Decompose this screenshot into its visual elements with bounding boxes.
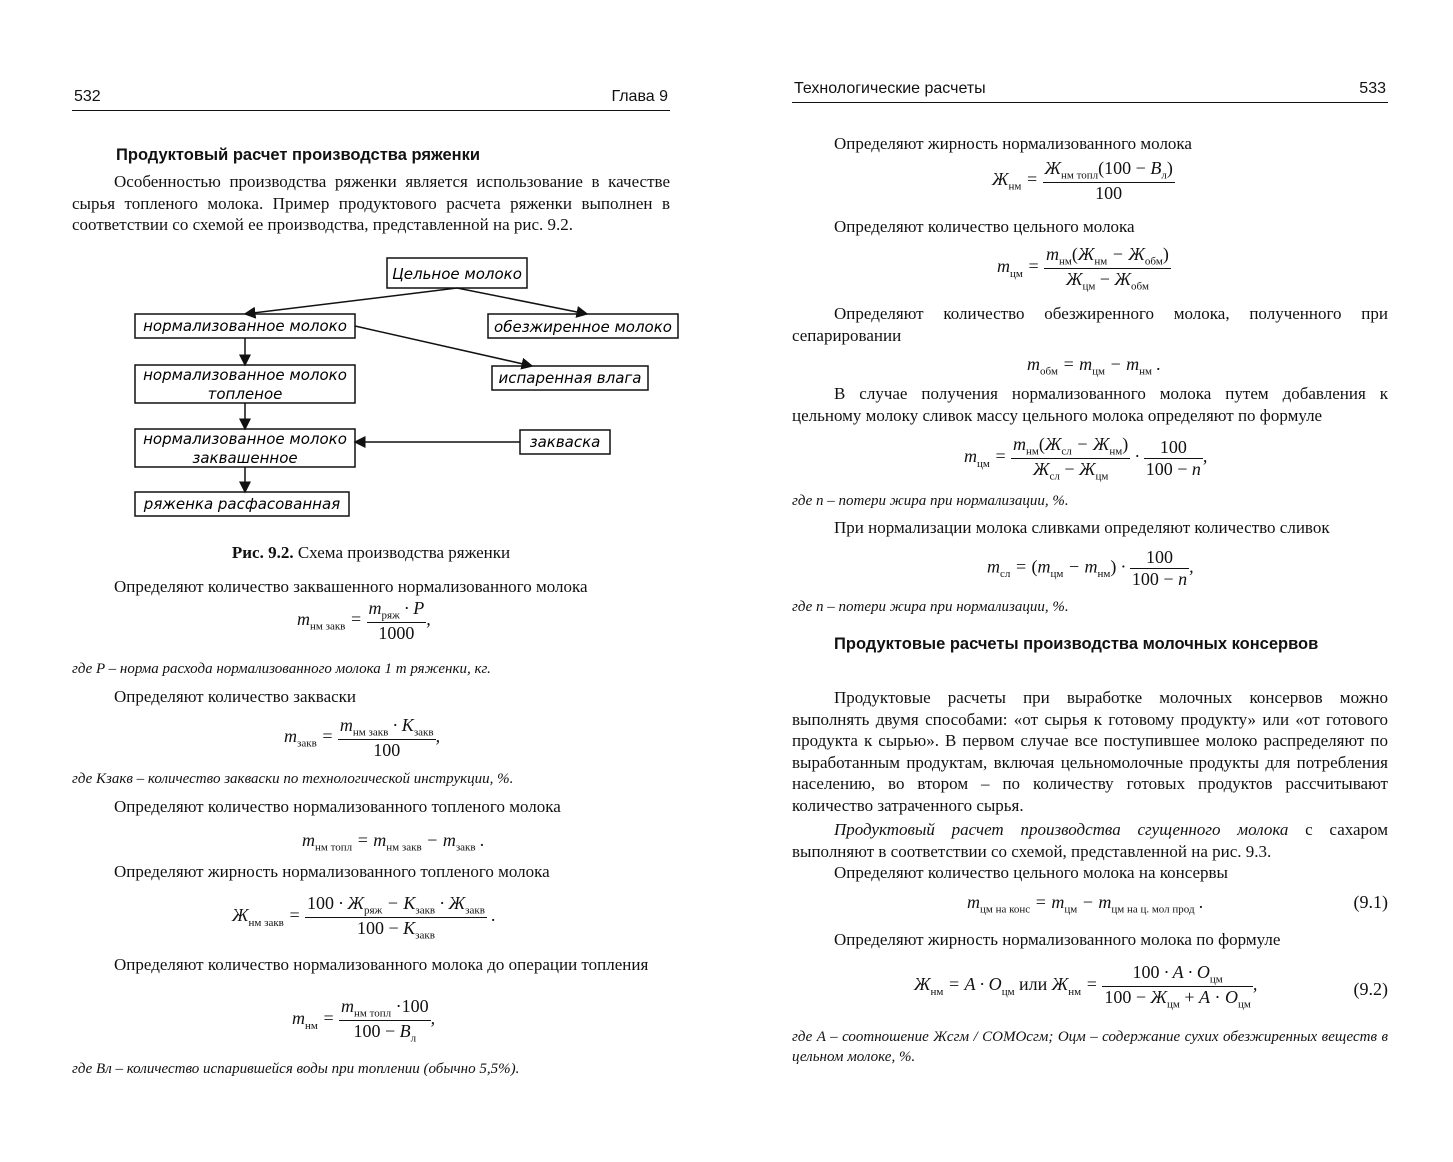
formula-normalized-fat: $Ж_{нм}$ = $\frac{Ж_{нм топл}(100 - B_л)}{100}$ <box>992 158 1173 203</box>
formula-note: где n – потери жира при нормализации, %. <box>792 599 1069 615</box>
body-paragraph: Продуктовые расчеты при выработке молочных консервов можно выполнять двумя способами: «от сырья к готовому продукту» или «от готового продукта к сырью». В первом случае все поступившее молоко распределяют по выработанным продуктам, включая цельномолочные продукты для потребления населению, во втором – по количеству готовых продуктов рассчитывают количество затраченного сырья. <box>792 688 1388 815</box>
caption-text: Схема производства ряженки <box>293 543 511 562</box>
equation-number: (9.1) <box>1353 892 1388 912</box>
figure-caption <box>72 543 670 563</box>
equation-number: (9.2) <box>1353 979 1388 999</box>
formula-baked-mass: $m_{нм топл} = m_{нм закв} - m_{закв}$ . <box>302 830 485 854</box>
formula-starter-mass: $m_{закв}$ = $\frac{m_{нм закв} \cdot K_{закв}}{100}$ , <box>284 715 441 760</box>
formula-whole-milk-mass: $m_{цм}$ = $\frac{m_{нм}(Ж_{нм} - Ж_{обм})}{Ж_{цм} - Ж_{обм}}$ <box>997 244 1169 293</box>
text-line: Определяют жирность нормализованного молока по формуле <box>834 930 1281 949</box>
node-fermented-line2: заквашенное <box>192 449 298 467</box>
node-fermented-line1: нормализованное молоко <box>143 430 347 448</box>
formula-baked-fat: $Ж_{нм закв}$ = $\frac{100 \cdot Ж_{ряж} - K_{закв} \cdot Ж_{закв}}{100 - K_{закв}}$ . <box>232 893 496 942</box>
formula-note: где P – норма расхода нормализованного молока 1 т ряженки, кг. <box>72 661 491 677</box>
page-header <box>792 80 1388 103</box>
text-line: Определяют жирность нормализованного топленого молока <box>114 862 550 881</box>
production-flow-diagram <box>132 255 672 520</box>
text-line: Определяют количество заквашенного нормализованного молока <box>114 577 588 596</box>
formula-9-1: $m_{цм на конс} = m_{цм} - m_{цм на ц. мол прод}$ . <box>967 892 1204 916</box>
page-header <box>72 88 670 111</box>
text-line: Определяют количество закваски <box>114 687 357 706</box>
intro-paragraph: Особенностью производства ряженки является использование в качестве сырья топленого молока. Пример продуктового расчета ряженки выполнен в соответствии со схемой ее производства, представленной на рис. 9.2. <box>72 172 670 234</box>
node-skim-milk: обезжиренное молоко <box>494 318 672 336</box>
text-line: Определяют жирность нормализованного молока <box>834 134 1192 153</box>
caption-label: Рис. 9.2. <box>231 543 294 562</box>
formula-fermented-mass: $m_{нм закв}$ = $\frac{m_{ряж} \cdot P}{1000}$ , <box>297 598 431 643</box>
formula-note: где n – потери жира при нормализации, %. <box>792 493 1069 509</box>
italic-term: Продуктовый расчет производства сгущенного молока <box>834 820 1289 839</box>
text-paragraph: Определяют количество обезжиренного молока, полученного при сепарировании <box>792 304 1388 345</box>
node-starter: закваска <box>529 433 601 451</box>
text-paragraph: В случае получения нормализованного молока путем добавления к цельному молоку сливок массу цельного молока определяют по формуле <box>792 384 1388 425</box>
formula-9-2: $Ж_{нм} = A \cdot O_{цм}$ или $Ж_{нм}$ = $\frac{100 \cdot A \cdot O_{цм}}{100 - Ж_{цм} + A \cdot O_{цм}}$ , <box>914 962 1258 1011</box>
right-page <box>792 0 1388 1162</box>
node-whole-milk: Цельное молоко <box>392 265 522 283</box>
node-evaporated-moisture: испаренная влага <box>498 369 642 387</box>
chapter-title: Глава 9 <box>611 88 668 105</box>
node-baked-line2: топленое <box>207 385 283 403</box>
chapter-title: Технологические расчеты <box>794 80 986 97</box>
section-heading: Продуктовый расчет производства ряженки <box>116 146 480 164</box>
text-line: Определяют количество цельного молока на консервы <box>834 863 1228 882</box>
formula-note: где A – соотношение Жсгм / СОМОсгм; Оцм – содержание сухих обезжиренных веществ в цельном молоке, %. <box>792 1029 1388 1065</box>
paragraph-rest: с сахаром выполняют в соответствии со схемой, представленной на рис. 9.3. <box>792 820 1388 861</box>
node-packed-ryazhenka: ряженка расфасованная <box>143 495 341 513</box>
page-number: 533 <box>1359 80 1386 97</box>
formula-note: где Kзакв – количество закваски по технологической инструкции, %. <box>72 771 514 787</box>
formula-whole-milk-cream: $m_{цм}$ = $\frac{m_{нм}(Ж_{сл} - Ж_{нм})}{Ж_{сл} - Ж_{цм}}$ · $\frac{100}{100 - n}$ , <box>964 434 1208 483</box>
left-page <box>72 0 670 1162</box>
formula-milk-before-baking: $m_{нм}$ = $\frac{m_{нм топл} \cdot 100}{100 - B_л}$ , <box>292 996 436 1045</box>
formula-cream-mass: $m_{сл} = (m_{цм} - m_{нм})$ · $\frac{100}{100 - n}$ , <box>987 547 1194 589</box>
formula-skim-milk-mass: $m_{обм} = m_{цм} - m_{нм}$ . <box>1027 354 1161 378</box>
text-line: Определяют количество цельного молока <box>834 217 1135 236</box>
text-paragraph: Определяют количество нормализованного молока до операции топления <box>114 955 649 974</box>
node-normalized-milk: нормализованное молоко <box>143 317 347 335</box>
text-line: Определяют количество нормализованного топленого молока <box>114 797 561 816</box>
text-line: При нормализации молока сливками определяют количество сливок <box>834 518 1330 537</box>
section-heading: Продуктовые расчеты производства молочных консервов <box>834 635 1319 653</box>
body-paragraph <box>792 819 1388 862</box>
page-number: 532 <box>74 88 101 105</box>
node-baked-line1: нормализованное молоко <box>143 366 347 384</box>
formula-note: где Bл – количество испарившейся воды при топлении (обычно 5,5%). <box>72 1061 520 1077</box>
